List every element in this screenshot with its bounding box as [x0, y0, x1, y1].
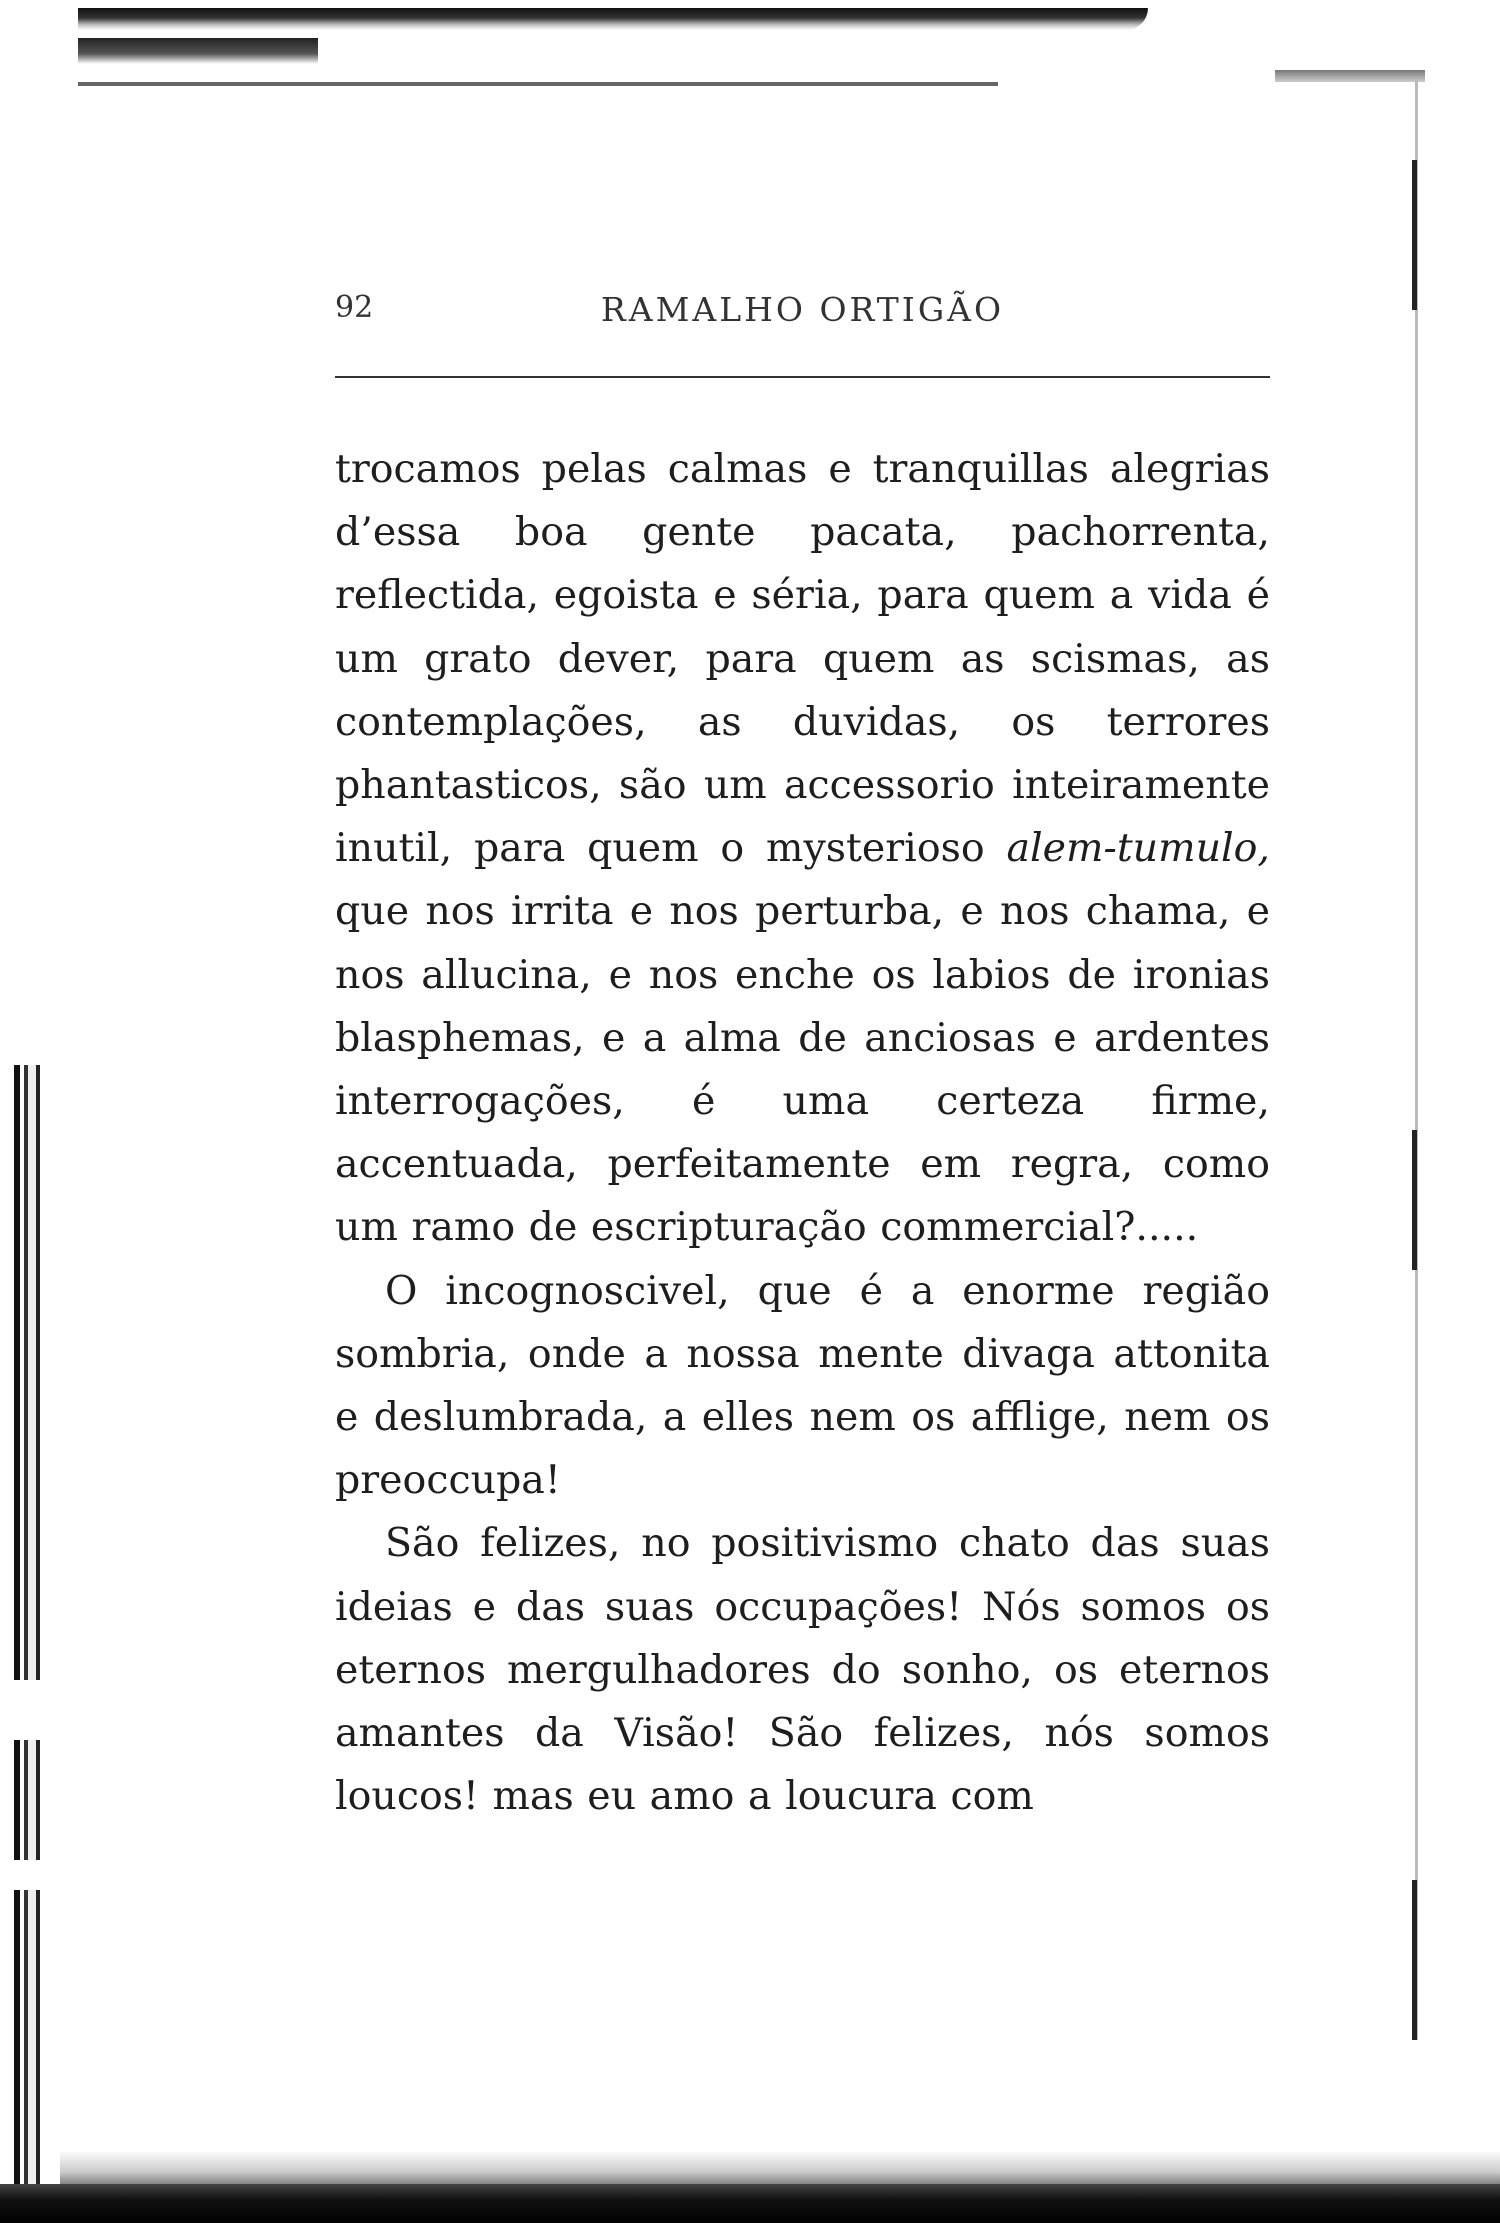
running-head — [335, 282, 1270, 332]
scan-top-line — [78, 82, 998, 86]
scan-left-page-edge — [14, 1740, 54, 1860]
paragraph-text: que nos irrita e nos perturba, e nos chama, e nos allucina, e nos enche os labios de ironias blasphemas, e a alma de anciosas e ardentes interrogações, é uma certeza firme, accentuada, perfeitamente em regra, como um ramo de escripturação commercial?..... — [335, 888, 1270, 1251]
page-body — [335, 438, 1270, 1828]
scan-right-edge-mark — [1412, 1880, 1417, 2040]
paragraph-text: trocamos pelas calmas e tranquillas alegrias d’essa boa gente pacata, pachorrenta, reflectida, egoista e séria, para quem a vida é um grato dever, para quem as scismas, as contemplações, as duvidas, os terrores phantasticos, são um accessorio inteiramente inutil, para quem o mysterioso — [335, 446, 1270, 872]
book-title: RAMALHO ORTIGÃO — [600, 290, 1005, 329]
scan-right-edge-mark — [1412, 1130, 1417, 1270]
paragraph — [335, 438, 1270, 1260]
scan-left-page-edge — [14, 1890, 54, 2190]
scan-left-page-edge — [14, 1065, 54, 1680]
scan-top-right-shadow — [1275, 70, 1425, 82]
scan-right-page-edge — [1415, 80, 1418, 2040]
scan-top-shadow-secondary — [78, 38, 318, 64]
scan-bottom-shadow — [60, 2150, 1500, 2186]
scan-bottom-edge — [0, 2184, 1500, 2223]
page-number: 92 — [335, 290, 374, 325]
header-rule — [335, 376, 1270, 378]
emphasized-term: alem-tumulo, — [1006, 825, 1270, 872]
paragraph: O incognoscivel, que é a enorme região sombria, onde a nossa mente divaga attonita e deslumbrada, a elles nem os afflige, nem os preoccupa! — [335, 1267, 1270, 1504]
paragraph: São felizes, no positivismo chato das suas ideias e das suas occupações! Nós somos os eternos mergulhadores do sonho, os eternos amantes da Visão! São felizes, nós somos loucos! mas eu amo a loucura com — [335, 1520, 1270, 1820]
scan-top-shadow — [78, 8, 1148, 30]
scan-right-edge-mark — [1412, 160, 1417, 310]
